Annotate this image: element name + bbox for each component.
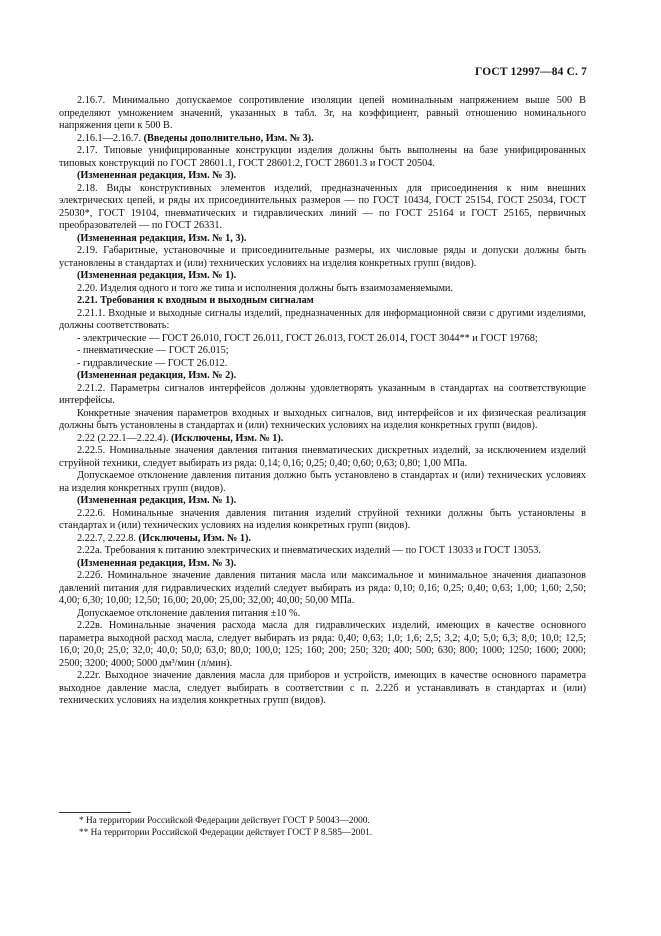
paragraph — [59, 245, 586, 270]
document-body — [59, 95, 586, 708]
paragraph-bold-text: (Измененная редакция, Изм. № 2). — [77, 370, 237, 381]
paragraph — [59, 133, 586, 146]
paragraph-text: 2.16.1—2.16.7. — [77, 132, 144, 144]
paragraph-text: 2.22.6. Номинальные значения давления питания изделий струйной техники должны быть установлены в стандартах и (или) технических условиях на изделия конкретных групп (видов). — [59, 507, 586, 531]
paragraph — [59, 620, 586, 670]
paragraph — [59, 383, 586, 408]
paragraph-text: 2.22 (2.22.1—2.22.4). — [77, 432, 171, 444]
paragraph-bold-text: (Исключены, Изм. № 1). — [170, 432, 284, 444]
paragraph — [59, 333, 586, 346]
page-header: ГОСТ 12997—84 С. 7 — [475, 66, 587, 78]
paragraph — [59, 570, 586, 608]
paragraph — [59, 445, 586, 470]
paragraph — [59, 345, 586, 358]
paragraph-text: 2.20. Изделия одного и того же типа и исполнения должны быть взаимозаменяемыми. — [77, 282, 453, 294]
paragraph-bold-text: (Введены дополнительно, Изм. № 3). — [143, 132, 314, 144]
paragraph-text: 2.17. Типовые унифицированные конструкции изделия должны быть выполнены на базе унифицированных типовых конструкций по ГОСТ 28601.1, ГОСТ 28601.2, ГОСТ 28601.3 и ГОСТ 20504. — [59, 145, 586, 169]
paragraph-bold-text: 2.21. Требования к входным и выходным сигналам — [77, 295, 314, 306]
paragraph — [59, 433, 586, 446]
paragraph — [59, 608, 586, 621]
paragraph-text: 2.18. Виды конструктивных элементов изделий, предназначенных для присоединения к ним внешних электрических цепей, и ряды их присоединительных размеров — по ГОСТ 10434, ГОСТ 25154, ГОСТ 25034, ГОСТ 25030*, ГОСТ 19104, пневматических и гидравлических линий — по ГОСТ 25164 и ГОСТ 25165, первичных преобразователей — по ГОСТ 26331. — [59, 182, 586, 231]
paragraph-bold-text: (Измененная редакция, Изм. № 3). — [77, 170, 237, 181]
paragraph — [59, 308, 586, 333]
paragraph-text: 2.19. Габаритные, установочные и присоединительные размеры, их числовые ряды и допуски должны быть установлены в стандартах и (или) технических условиях на изделия конкретных групп (видов). — [59, 245, 586, 269]
paragraph — [59, 183, 586, 233]
paragraph-text: Допускаемое отклонение давления питания должно быть установлено в стандартах и (или) технических условиях на изделия конкретных групп (видов). — [59, 470, 586, 494]
paragraph-text: 2.22.7, 2.22.8. — [77, 532, 139, 544]
paragraph-text: - электрические — ГОСТ 26.010, ГОСТ 26.011, ГОСТ 26.013, ГОСТ 26.014, ГОСТ 3044** и ГОСТ 19768; — [77, 332, 538, 344]
paragraph-text: 2.22.5. Номинальные значения давления питания пневматических дискретных изделий, за исключением изделий струйной техники, следует выбирать из ряда: 0,14; 0,16; 0,25; 0,40; 0,60; 0,63; 0,80; 1,00 МПа. — [59, 445, 586, 469]
paragraph — [59, 170, 586, 183]
paragraph — [59, 145, 586, 170]
paragraph — [59, 233, 586, 246]
paragraph — [59, 533, 586, 546]
paragraph — [59, 270, 586, 283]
paragraph-text: Допускаемое отклонение давления питания ±10 %. — [77, 607, 301, 619]
paragraph-text: 2.22г. Выходное значение давления масла для приборов и устройств, имеющих в качестве основного параметра выходное давление масла, следует выбирать в соответствии с п. 2.22б и устанавливать в стандартах и (или) технических условиях на изделия конкретных групп (видов). — [59, 670, 586, 706]
paragraph — [59, 358, 586, 371]
paragraph-text: 2.21.2. Параметры сигналов интерфейсов должны удовлетворять указанным в стандартах на соответствующие интерфейсы. — [59, 382, 586, 406]
paragraph-text: 2.22б. Номинальное значение давления питания масла или максимальное и минимальное значения диапазонов давлений питания для гидравлических изделий следует выбирать из ряда: 0,10; 0,16; 0,25; 0,40; 0,63; 1,00; 1,60; 2,50; 4,00; 6,30; 10,00; 12,50; 16,00; 20,00; 25,00; 32,00; 40,00; 50,00 МПа. — [59, 570, 586, 606]
paragraph-text: Конкретные значения параметров входных и выходных сигналов, вид интерфейсов и их физическая реализация должны быть установлены в стандартах и (или) технических условиях на изделия конкретных групп (видов). — [59, 407, 586, 431]
paragraph-bold-text: (Измененная редакция, Изм. № 1). — [77, 495, 237, 506]
paragraph-bold-text: (Исключены, Изм. № 1). — [138, 532, 251, 544]
paragraph-text: 2.22в. Номинальные значения расхода масла для гидравлических изделий, имеющих в качестве основного параметра выходной расход масла, следует выбирать из ряда: 0,40; 0,63; 1,0; 1,6; 2,5; 3,2; 4,0; 5,0; 6,3; 8,0; 10,0; 12,5; 16,0; 20,0; 25,0; 32,0; 40,0; 50,0; 63,0; 80,0; 100,0; 125; 160; 200; 250; 320; 400; 500; 630; 800; 1000; 1250; 1600; 2000; 2500; 3200; 4000; 5000 дм³/мин (л/мин). — [59, 620, 586, 669]
paragraph — [59, 95, 586, 133]
paragraph — [59, 558, 586, 571]
paragraph — [59, 508, 586, 533]
footnotes — [59, 816, 586, 839]
paragraph-text: 2.16.7. Минимально допускаемое сопротивление изоляции цепей номинальным напряжением выше 500 В определяют умножением значений, указанных в табл. 3г, на коэффициент, равный отношению номинального напряжения цепи к 500 В. — [59, 95, 586, 131]
paragraph-text: 2.22а. Требования к питанию электрических и пневматических изделий — по ГОСТ 13033 и ГОСТ 13053. — [77, 545, 541, 556]
paragraph-text: 2.21.1. Входные и выходные сигналы изделий, предназначенных для информационной связи с другими изделиями, должны соответствовать: — [59, 307, 586, 331]
paragraph — [59, 283, 586, 296]
paragraph-text: - гидравлические — ГОСТ 26.012. — [77, 357, 228, 369]
paragraph — [59, 295, 586, 308]
paragraph-bold-text: (Измененная редакция, Изм. № 3). — [77, 557, 237, 569]
footnote: ** На территории Российской Федерации действует ГОСТ Р 8.585—2001. — [79, 827, 373, 838]
paragraph — [59, 670, 586, 708]
footnote-divider — [59, 812, 131, 813]
paragraph — [59, 370, 586, 383]
paragraph-bold-text: (Измененная редакция, Изм. № 1). — [77, 270, 237, 281]
paragraph — [59, 408, 586, 433]
paragraph-text: - пневматические — ГОСТ 26.015; — [77, 345, 229, 356]
footnote: * На территории Российской Федерации действует ГОСТ Р 50043—2000. — [79, 816, 370, 826]
paragraph-bold-text: (Измененная редакция, Изм. № 1, 3). — [77, 232, 247, 244]
paragraph — [59, 545, 586, 558]
paragraph — [59, 495, 586, 508]
paragraph — [59, 470, 586, 495]
